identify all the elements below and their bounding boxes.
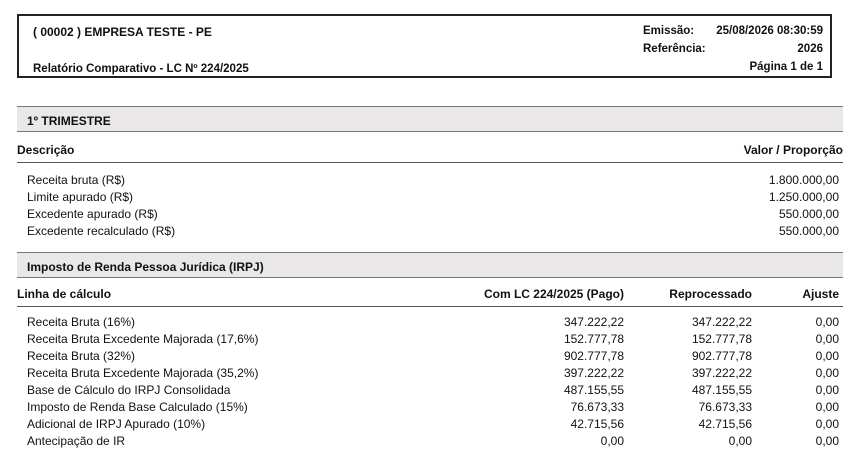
row-adjust: 0,00 (815, 400, 839, 414)
row-value: 1.250.000,00 (768, 190, 839, 204)
row-label: Excedente apurado (R$) (27, 207, 158, 221)
report-title: Relatório Comparativo - LC Nº 224/2025 (33, 63, 249, 75)
table-row (17, 348, 843, 365)
irpj-title: Imposto de Renda Pessoa Jurídica (IRPJ) (27, 260, 264, 274)
col-paid: Com LC 224/2025 (Pago) (483, 287, 624, 301)
col-reprocessed: Reprocessado (669, 287, 752, 301)
table-row (17, 189, 843, 206)
table-row (17, 206, 843, 223)
row-reprocessed: 902.777,78 (691, 349, 752, 363)
emission-value: 25/08/2026 08:30:59 (716, 25, 823, 37)
row-label: Receita Bruta Excedente Majorada (35,2%) (27, 366, 259, 380)
row-label: Limite apurado (R$) (27, 190, 134, 204)
row-value: 1.800.000,00 (768, 173, 839, 187)
row-adjust: 0,00 (815, 366, 839, 380)
reference-label: Referência: (643, 43, 706, 55)
row-paid: 76.673,33 (570, 400, 624, 414)
row-value: 550.000,00 (778, 207, 839, 221)
col-line: Linha de cálculo (17, 287, 112, 301)
row-label: Receita Bruta (32%) (27, 349, 136, 363)
row-adjust: 0,00 (815, 332, 839, 346)
reference-row (643, 43, 823, 61)
table-row (17, 382, 843, 399)
row-reprocessed: 0,00 (728, 434, 752, 448)
row-adjust: 0,00 (815, 349, 839, 363)
table-row (17, 223, 843, 240)
row-adjust: 0,00 (815, 383, 839, 397)
table-row (17, 331, 843, 348)
table-row (17, 416, 843, 433)
table-row (17, 172, 843, 189)
page-row (643, 61, 823, 79)
irpj-section-title (17, 252, 843, 278)
col-description: Descrição (17, 143, 75, 157)
row-paid: 397.222,22 (563, 366, 624, 380)
row-adjust: 0,00 (815, 417, 839, 431)
row-paid: 902.777,78 (563, 349, 624, 363)
row-label: Base de Cálculo do IRPJ Consolidada (27, 383, 231, 397)
row-reprocessed: 487.155,55 (691, 383, 752, 397)
row-label: Receita Bruta Excedente Majorada (17,6%) (27, 332, 259, 346)
company-name: ( 00002 ) EMPRESA TESTE - PE (33, 25, 212, 39)
row-adjust: 0,00 (815, 434, 839, 448)
row-value: 550.000,00 (778, 224, 839, 238)
col-value: Valor / Proporção (743, 143, 843, 157)
row-paid: 0,00 (600, 434, 624, 448)
emission-row (643, 25, 823, 43)
table-row (17, 314, 843, 331)
row-label: Imposto de Renda Base Calculado (15%) (27, 400, 248, 414)
row-label: Excedente recalculado (R$) (27, 224, 176, 238)
emission-label: Emissão: (643, 25, 695, 37)
quarter-title: 1º TRIMESTRE (27, 114, 111, 128)
table-row (17, 433, 843, 450)
row-reprocessed: 76.673,33 (698, 400, 752, 414)
irpj-column-header (17, 283, 843, 307)
quarter-section-title (17, 106, 843, 132)
table-row (17, 365, 843, 382)
row-label: Antecipação de IR (27, 434, 126, 448)
row-reprocessed: 397.222,22 (691, 366, 752, 380)
row-adjust: 0,00 (815, 315, 839, 329)
row-label: Adicional de IRPJ Apurado (10%) (27, 417, 206, 431)
row-label: Receita Bruta (16%) (27, 315, 136, 329)
col-adjust: Ajuste (802, 287, 839, 301)
row-reprocessed: 152.777,78 (691, 332, 752, 346)
table-row (17, 399, 843, 416)
row-label: Receita bruta (R$) (27, 173, 126, 187)
page-number: Página 1 de 1 (749, 61, 823, 73)
report-header (17, 14, 832, 78)
report-meta (643, 25, 823, 79)
row-paid: 152.777,78 (563, 332, 624, 346)
row-reprocessed: 42.715,56 (698, 417, 752, 431)
row-paid: 347.222,22 (563, 315, 624, 329)
row-reprocessed: 347.222,22 (691, 315, 752, 329)
quarter-column-header (17, 139, 843, 163)
row-paid: 42.715,56 (570, 417, 624, 431)
row-paid: 487.155,55 (563, 383, 624, 397)
reference-value: 2026 (797, 43, 823, 55)
